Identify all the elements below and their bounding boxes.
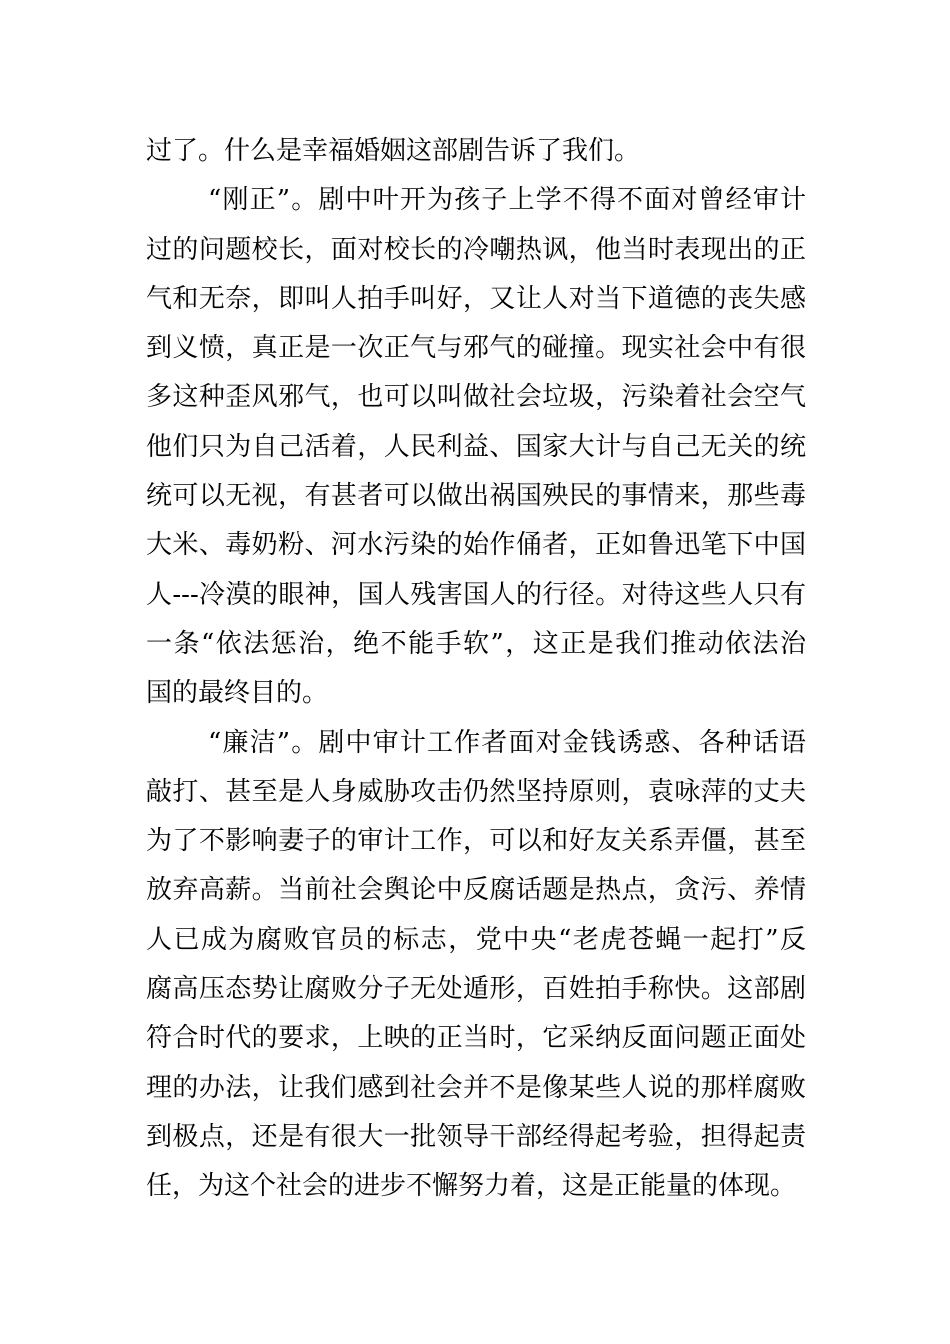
text-line: 大米、毒奶粉、河水污染的始作俑者，正如鲁迅笔下中国 — [146, 530, 806, 561]
text-line: 他们只为自己活着，人民利益、国家大计与自己无关的统 — [146, 431, 806, 462]
document-body — [146, 127, 806, 1212]
text-line: 敲打、甚至是人身威胁攻击仍然坚持原则，袁咏萍的丈夫 — [146, 776, 806, 807]
text-line: 任，为这个社会的进步不懈努力着，这是正能量的体现。 — [146, 1171, 797, 1202]
text-line: “刚正”。剧中叶开为孩子上学不得不面对曾经审计 — [208, 185, 806, 216]
text-line: 多这种歪风邪气，也可以叫做社会垃圾，污染着社会空气 — [146, 382, 806, 413]
text-line: 人已成为腐败官员的标志，党中央“老虎苍蝇一起打”反 — [146, 924, 806, 955]
text-line: 国的最终目的。 — [146, 678, 329, 709]
text-line: 气和无奈，即叫人拍手叫好，又让人对当下道德的丧失感 — [146, 283, 806, 314]
text-line: 放弃高薪。当前社会舆论中反腐话题是热点，贪污、养情 — [146, 875, 806, 906]
text-line: 为了不影响妻子的审计工作，可以和好友关系弄僵，甚至 — [146, 826, 806, 857]
text-line: 过了。什么是幸福婚姻这部剧告诉了我们。 — [146, 136, 641, 166]
text-line: 符合时代的要求，上映的正当时，它采纳反面问题正面处 — [146, 1023, 806, 1054]
text-line: “廉洁”。剧中审计工作者面对金钱诱惑、各种话语 — [208, 727, 806, 758]
text-line: 理的办法，让我们感到社会并不是像某些人说的那样腐败 — [146, 1072, 806, 1103]
text-line: 到极点，还是有很大一批领导干部经得起考验，担得起责 — [146, 1121, 806, 1152]
text-line: 人---冷漠的眼神，国人残害国人的行径。对待这些人只有 — [146, 579, 806, 610]
text-line: 统可以无视，有甚者可以做出祸国殃民的事情来，那些毒 — [146, 481, 806, 512]
text-line: 一条“依法惩治，绝不能手软”，这正是我们推动依法治 — [146, 628, 806, 659]
text-line: 到义愤，真正是一次正气与邪气的碰撞。现实社会中有很 — [146, 333, 806, 364]
text-line: 腐高压态势让腐败分子无处遁形，百姓拍手称快。这部剧 — [146, 974, 806, 1005]
text-line: 过的问题校长，面对校长的冷嘲热讽，他当时表现出的正 — [146, 234, 806, 265]
